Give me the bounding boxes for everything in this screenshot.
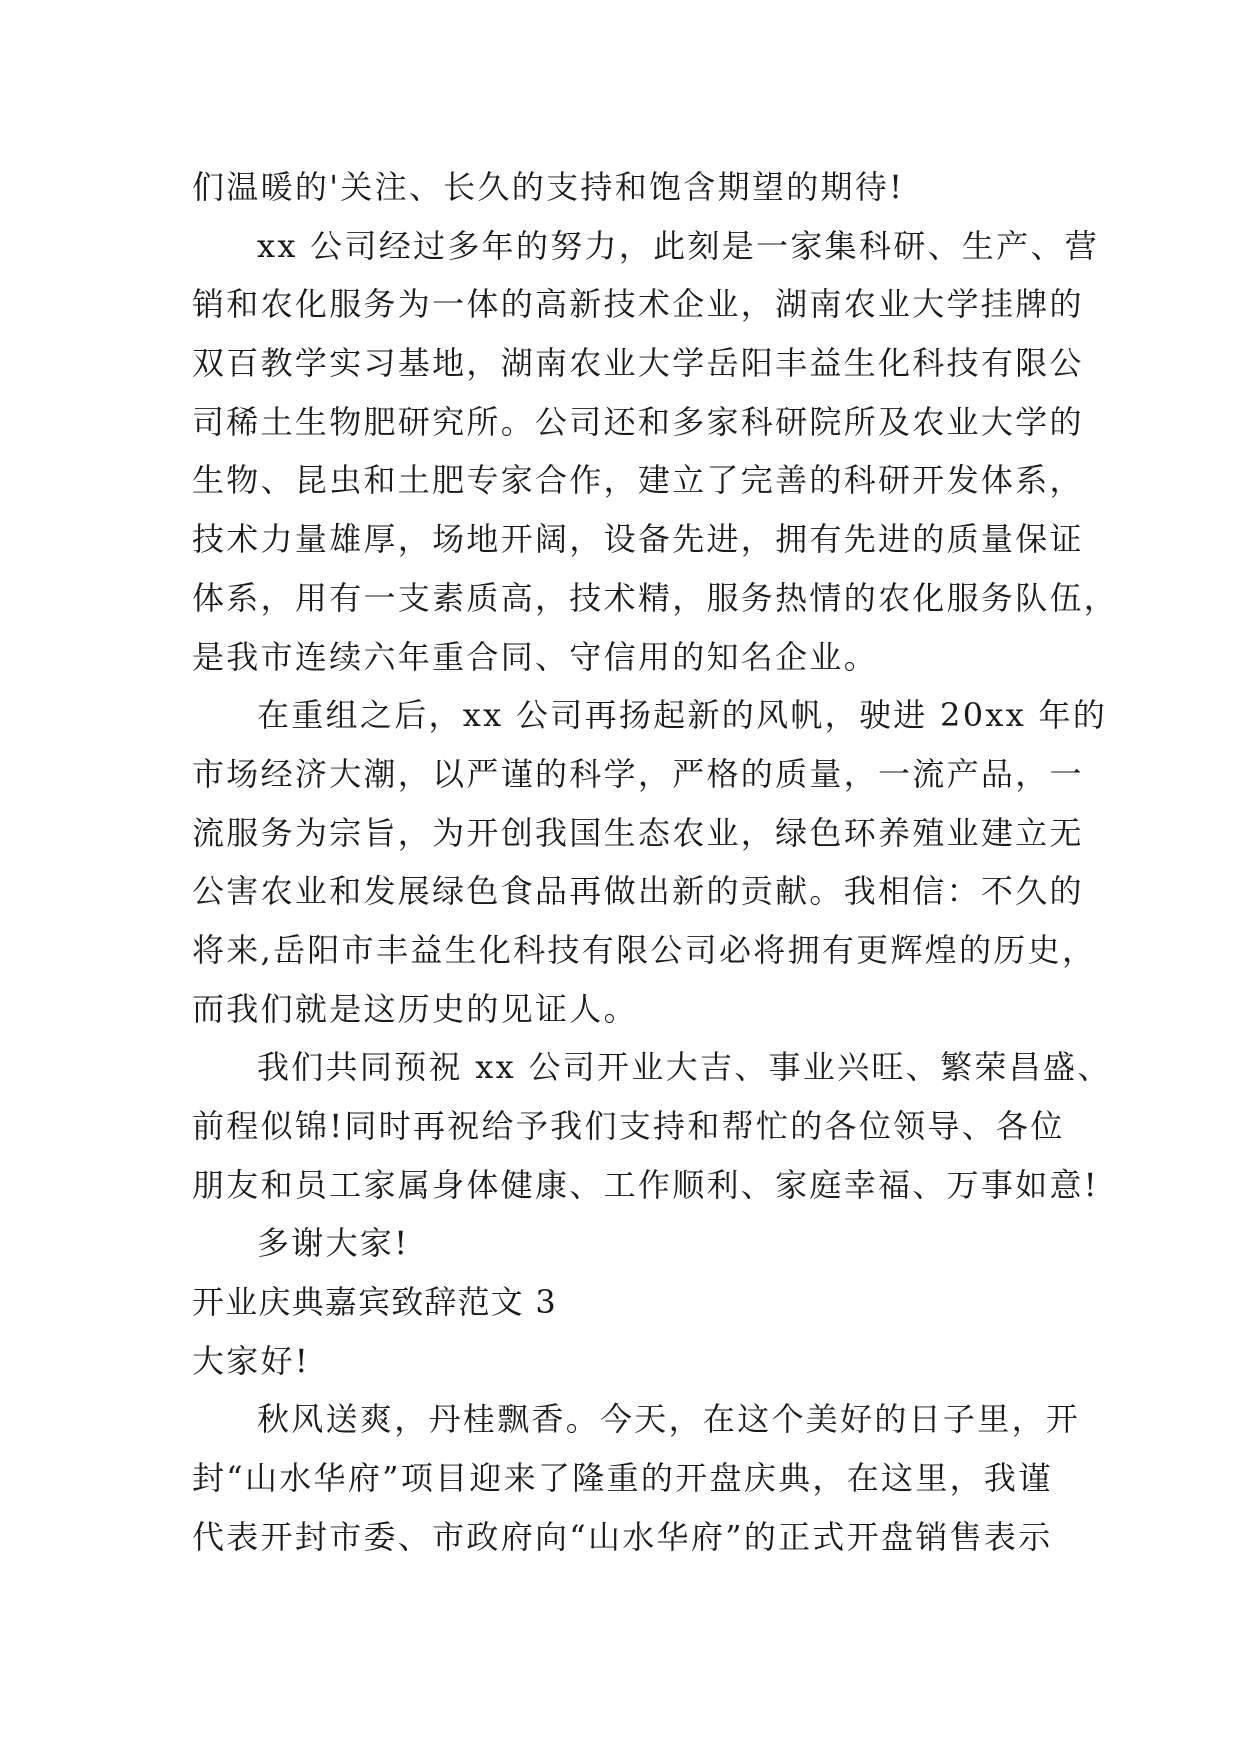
text-line: 们温暖的'关注、长久的支持和饱含期望的期待!: [192, 168, 905, 206]
text-line: 司稀土生物肥研究所。公司还和多家科研院所及农业大学的: [192, 402, 1084, 441]
text-line: 公害农业和发展绿色食品再做出新的贡献。我相信：不久的: [192, 872, 1084, 911]
paragraph-first-line: 在重组之后，xx 公司再扬起新的风帆，驶进 20xx 年的: [257, 696, 1108, 735]
document-body: [192, 158, 1119, 1567]
closing-line: 多谢大家!: [257, 1224, 410, 1263]
paragraph-first-line: 我们共同预祝 xx 公司开业大吉、事业兴旺、繁荣昌盛、: [257, 1048, 1112, 1087]
text-line: 将来,岳阳市丰益生化科技有限公司必将拥有更辉煌的历史，: [192, 930, 1097, 969]
text-line: 封“山水华府”项目迎来了隆重的开盘庆典，在这里，我谨: [192, 1459, 1053, 1498]
section-heading: 开业庆典嘉宾致辞范文 3: [192, 1283, 557, 1322]
text-line: 朋友和员工家属身体健康、工作顺利、家庭幸福、万事如意!: [192, 1165, 1099, 1204]
text-line: 技术力量雄厚，场地开阔，设备先进，拥有先进的质量保证: [192, 520, 1084, 559]
text-line: 市场经济大潮，以严谨的科学，严格的质量，一流产品，一: [192, 754, 1084, 793]
paragraph-first-line: xx 公司经过多年的努力，此刻是一家集科研、生产、营: [257, 226, 1100, 265]
text-line: 是我市连续六年重合同、守信用的知名企业。: [192, 637, 879, 676]
text-line: 而我们就是这历史的见证人。: [192, 989, 638, 1028]
text-line: 生物、昆虫和土肥专家合作，建立了完善的科研开发体系，: [192, 461, 1084, 500]
text-line: 代表开封市委、市政府向“山水华府”的正式开盘销售表示: [192, 1517, 1053, 1556]
text-line: 体系，用有一支素质高，技术精，服务热情的农化服务队伍，: [192, 578, 1119, 617]
text-line: 前程似锦!同时再祝给予我们支持和帮忙的各位领导、各位: [192, 1107, 1065, 1145]
greeting-line: 大家好!: [192, 1341, 311, 1380]
text-line: 双百教学实习基地，湖南农业大学岳阳丰益生化科技有限公: [192, 344, 1084, 383]
paragraph-first-line: 秋风送爽，丹桂飘香。今天，在这个美好的日子里，开: [257, 1400, 1081, 1439]
text-line: 销和农化服务为一体的高新技术企业，湖南农业大学挂牌的: [192, 285, 1084, 324]
text-line: 流服务为宗旨，为开创我国生态农业，绿色环养殖业建立无: [192, 813, 1084, 852]
